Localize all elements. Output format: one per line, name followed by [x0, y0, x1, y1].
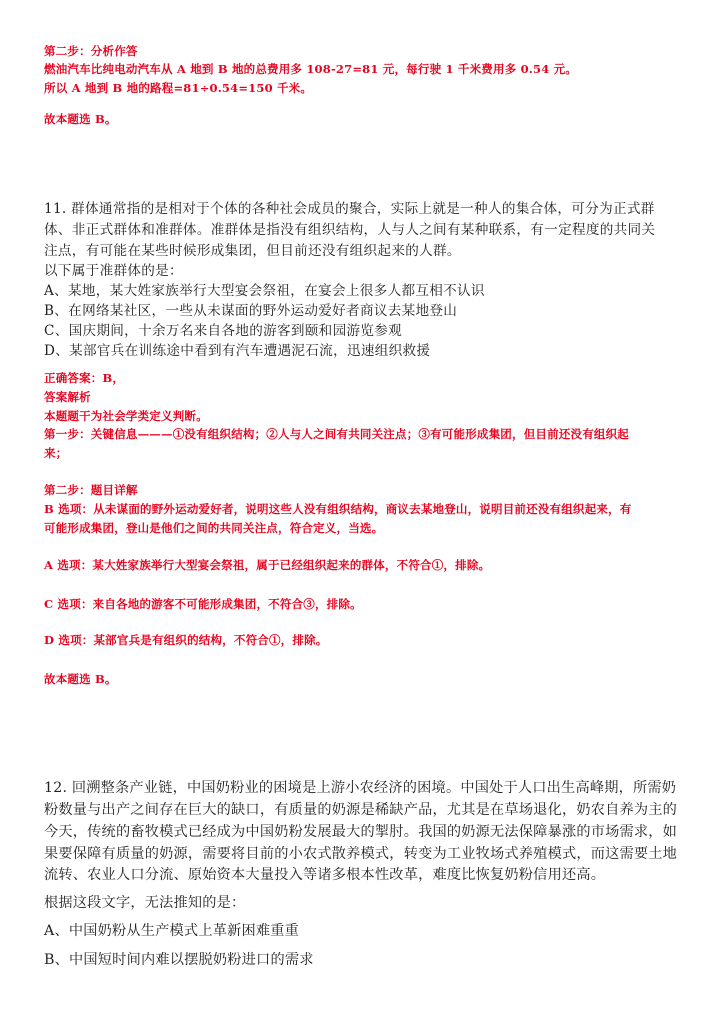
- option-a: A、中国奶粉从生产模式上革新困难重重: [44, 923, 300, 939]
- option-c-analysis: C 选项：来自各地的游客不可能形成集团，不符合③，排除。: [44, 597, 362, 611]
- question-stem-line: 今天，传统的畜牧模式已经成为中国奶粉发展最大的掣肘。我国的奶源无法保障暴涨的市场需求，如: [44, 824, 678, 840]
- conclusion: 故本题选 B。: [44, 112, 117, 126]
- question-prompt: 根据这段文字，无法推知的是：: [44, 895, 246, 911]
- analysis-type: 本题题干为社会学类定义判断。: [44, 409, 208, 423]
- step1-line: 第一步：关键信息———①没有组织结构；②人与人之间有共同关注点；③有可能形成集团，但目前还没有组织起: [44, 427, 629, 441]
- option-a-analysis: A 选项：某大姓家族举行大型宴会祭祖，属于已经组织起来的群体，不符合①，排除。: [44, 558, 491, 572]
- analysis-line: 燃油汽车比纯电动汽车从 A 地到 B 地的总费用多 108-27=81 元，每行驶 1 千米费用多 0.54 元。: [44, 62, 578, 76]
- option-d-analysis: D 选项：某部官兵是有组织的结构，不符合①，排除。: [44, 633, 328, 647]
- option-b-analysis: B 选项：从未谋面的野外运动爱好者，说明这些人没有组织结构，商议去某地登山，说明目前还没有组织起来，有: [44, 502, 632, 516]
- correct-answer: 正确答案：B，: [44, 371, 125, 385]
- step2-title: 第二步：分析作答: [44, 44, 138, 58]
- question-stem-line: 体、非正式群体和准群体。准群体是指没有组织结构，人与人之间有某种联系，有一定程度的共同关: [44, 222, 656, 238]
- analysis-line: 所以 A 地到 B 地的路程=81÷0.54=150 千米。: [44, 81, 313, 95]
- question-stem-line: 11. 群体通常指的是相对于个体的各种社会成员的聚合，实际上就是一种人的集合体，可分为正式群: [44, 201, 655, 217]
- option-b: B、中国短时间内难以摆脱奶粉进口的需求: [44, 952, 314, 968]
- option-a: A、某地，某大姓家族举行大型宴会祭祖，在宴会上很多人都互相不认识: [44, 283, 485, 299]
- question-stem-line: 粉数量与出产之间存在巨大的缺口，有质量的奶源是稀缺产品，尤其是在草场退化，奶农自养为主的: [44, 802, 678, 818]
- analysis-title: 答案解析: [44, 390, 91, 404]
- step2-title: 第二步：题目详解: [44, 483, 138, 497]
- step1-line: 来；: [44, 446, 68, 460]
- question-stem-line: 12. 回溯整条产业链，中国奶粉业的困境是上游小农经济的困境。中国处于人口出生高峰期，所需奶: [44, 780, 677, 796]
- option-b-analysis: 可能形成集团，登山是他们之间的共同关注点，符合定义，当选。: [44, 521, 384, 535]
- question-stem-line: 流转、农业人口分流、原始资本大量投入等诸多根本性改革，难度比恢复奶粉信用还高。: [44, 867, 606, 883]
- question-stem-line: 果要保障有质量的奶源，需要将目前的小农式散养模式，转变为工业牧场式养殖模式，而这需要土地: [44, 846, 678, 862]
- option-b: B、在网络某社区，一些从未谋面的野外运动爱好者商议去某地登山: [44, 303, 458, 319]
- option-c: C、国庆期间，十余万名来自各地的游客到颐和园游览参观: [44, 323, 403, 339]
- question-prompt: 以下属于准群体的是：: [44, 263, 183, 279]
- question-stem-line: 注点，有可能在某些时候形成集团，但目前还没有组织起来的人群。: [44, 243, 461, 259]
- conclusion: 故本题选 B。: [44, 672, 117, 686]
- option-d: D、某部官兵在训练途中看到有汽车遭遇泥石流，迅速组织救援: [44, 343, 431, 359]
